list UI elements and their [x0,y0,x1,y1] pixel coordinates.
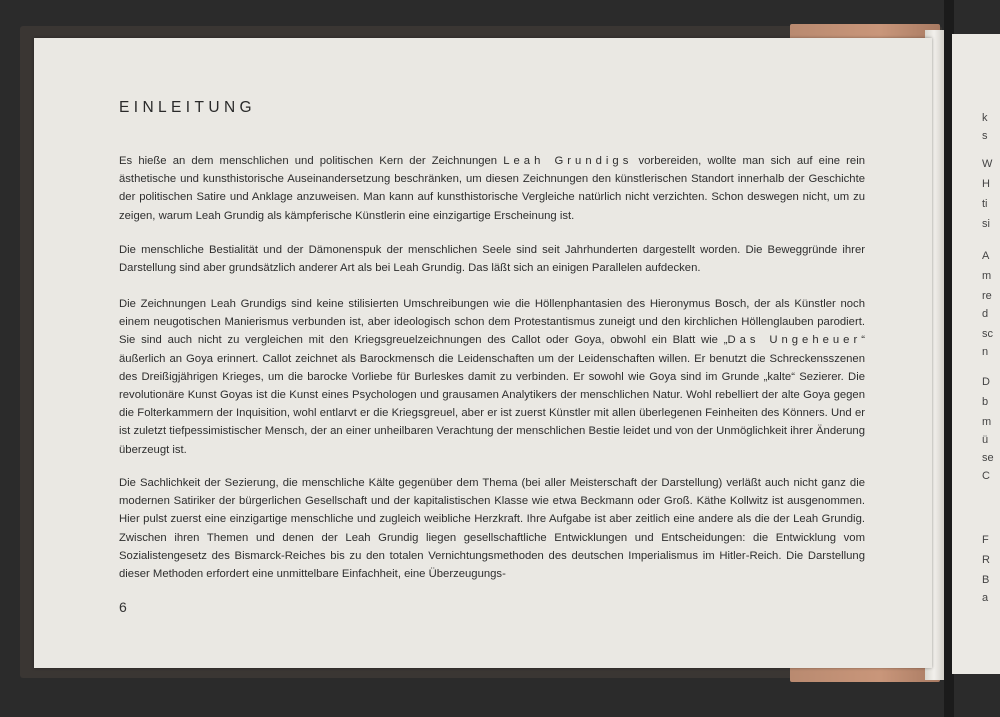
facing-page-text: H [982,178,990,190]
facing-page-text: d [982,308,989,320]
facing-page-text: ü [982,434,989,446]
page-number: 6 [119,599,127,615]
facing-page-text: W [982,158,993,170]
facing-page-text: ti [982,198,988,210]
facing-page-text: a [982,592,989,604]
paragraph-2: Die menschliche Bestialität und der Dämonenspuk der menschlichen Seele sind seit Jahrhunderten dargestellt worden. Die Beweggründe ihrer Darstellung sind aber grundsätzlich anderer Art als bei Leah Grundig. Das läßt sich an einigen Parallelen aufdecken. [119,244,865,275]
facing-page-text: si [982,218,990,230]
facing-page-text: B [982,574,990,586]
facing-page-text: R [982,554,990,566]
facing-page-text: n [982,346,989,358]
paragraph-text: Die Zeichnungen Leah Grundigs sind keine stilisierten Umschreibungen wie die Höllenphantasien des Hieronymus Bosch, der als Künstler noch einem neugotischen Manierismus verbunden ist, aber ideologisch schon dem Protestantismus zuneigt und den kirchlichen Höllenglauben parodiert. Sie sind auch nicht zu vergleichen mit den Kriegsgreuelzeichnungen des Callot oder Goya, obwohl ein Blatt wie „ [119,298,865,347]
artwork-title-spaced: Das Ungeheuer [727,334,862,347]
paragraph-3 [119,295,865,459]
paragraph-text: “ äußerlich an Goya erinnert. Callot zeichnet als Barockmensch die Leidenschaften um der Leidenschaften willen. Er benutzt die Schreckensszenen des Dreißigjährigen Krieges, um die barocke Vorliebe für Burleskes damit zu verbinden. Er sowohl wie Goya sind im Grunde „kalte“ Sezierer. Die revolutionäre Kunst Goyas ist die Kunst eines Psychologen und grausamen Analytikers der menschlichen Natur. Wohl rebelliert der alte Goya gegen die Folterkammern der Inquisition, wohl entlarvt er die Kriegsgreuel, aber er ist zuerst Künstler mit allen überlegenen Feinheiten des Könners. Und er ist zuletzt tiefpessimistischer Mensch, der an einer unheilbaren Verachtung der menschlichen Bestie leidet und von der Unmöglichkeit ihrer Änderung überzeugt ist. [119,334,865,456]
facing-page-text: sc [982,328,993,340]
facing-page-text: m [982,270,992,282]
facing-page-text: se [982,452,994,464]
paragraph-text: vorbereiden, wollte man sich auf eine rein ästhetische und kunsthistorische Auseinandersetzung beschränken, um diesen Zeichnungen den künstlerischen Standort innerhalb der Geschichte der politischen Satire und Anklage anzuweisen. Man kann auf kunsthistorische Vergleiche natürlich nicht verzichten. Schon deswegen nicht, um zu zeigen, warum Leah Grundig als kämpferische Künstlerin eine einzigartige Erscheinung ist. [119,155,866,222]
artist-name-spaced: Leah Grundigs [503,155,633,167]
facing-page-text: A [982,250,990,262]
paragraph-text: Es hieße an dem menschlichen und politischen Kern der Zeichnungen [119,155,504,167]
chapter-heading: EINLEITUNG [119,99,257,116]
facing-page-text: re [982,290,992,302]
facing-page-text: s [982,130,988,142]
facing-page-text: k [982,112,988,124]
facing-page-text: C [982,470,990,482]
facing-page-text: F [982,534,989,546]
facing-page-fragment [952,34,1000,674]
facing-page-text: b [982,396,989,408]
paragraph-1 [119,152,865,225]
facing-page-text: D [982,376,990,388]
facing-page-text: m [982,416,992,428]
paragraph-4: Die Sachlichkeit der Sezierung, die menschliche Kälte gegenüber dem Thema (bei aller Meisterschaft der Darstellung) verläßt auch nicht ganz die modernen Satiriker der bürgerlichen Gesellschaft und der kapitalistischen Klasse wie etwa Beckmann oder Groß. Käthe Kollwitz ist ausgenommen. Hier pulst zuerst eine einzigartige menschliche und zugleich weibliche Herzkraft. Ihre Aufgabe ist aber zeitlich eine andere als die der Leah Grundig. Zwischen ihren Themen und denen der Leah Grundig liegen gesellschaftliche Entwicklungen und Entscheidungen: die Entwicklung vom Sozialistengesetz des Bismarck-Reiches bis zu den totalen Vernichtungsmethoden des deutschen Imperialismus im Hitler-Reich. Die Darstellung dieser Methoden erfordert eine unmittelbare Einfachheit, eine Überzeugungs- [119,477,865,581]
